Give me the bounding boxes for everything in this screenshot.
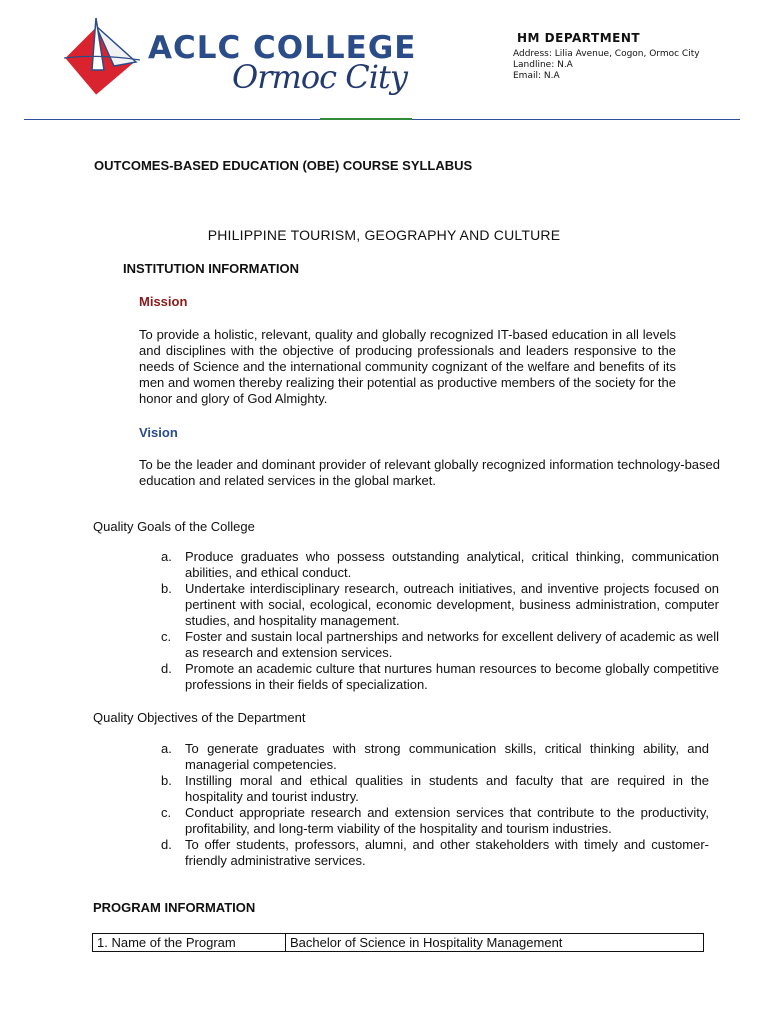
list-marker: c. (161, 805, 172, 820)
list-item-text: Undertake interdisciplinary research, outreach initiatives, and inventive projects focused on pertinent with social, ecological, economic development, business administration, computer studies, and hospitality management. (185, 581, 719, 628)
department-email: Email: N.A (513, 71, 560, 81)
vision-heading: Vision (139, 425, 178, 440)
aclc-logo-icon (56, 14, 152, 110)
list-item-text: Instilling moral and ethical qualities in students and faculty that are required in the hospitality and tourist industry. (185, 773, 709, 804)
list-marker: b. (161, 581, 172, 596)
quality-goals-label: Quality Goals of the College (93, 519, 255, 534)
quality-goals-list (161, 549, 719, 693)
list-item (161, 629, 719, 661)
header-divider-accent (320, 118, 412, 120)
list-marker: d. (161, 837, 172, 852)
list-marker: c. (161, 629, 172, 644)
department-address: Address: Lilia Avenue, Cogon, Ormoc City (513, 49, 700, 59)
list-item-text: Produce graduates who possess outstanding analytical, critical thinking, communication abilities, and ethical conduct. (185, 549, 719, 580)
program-information-heading: PROGRAM INFORMATION (93, 900, 256, 915)
list-item (161, 805, 709, 837)
table-cell-value: Bachelor of Science in Hospitality Management (286, 934, 704, 952)
vision-text: To be the leader and dominant provider of relevant globally recognized information technology-based education and related services in the global market. (139, 457, 720, 488)
institution-information-heading: INSTITUTION INFORMATION (123, 261, 299, 276)
list-item-text: Promote an academic culture that nurtures human resources to become globally competitive professions in their fields of specialization. (185, 661, 719, 692)
quality-objectives-label: Quality Objectives of the Department (93, 710, 306, 725)
list-item-text: Foster and sustain local partnerships and networks for excellent delivery of academic as well as research and extension services. (185, 629, 719, 660)
list-item (161, 549, 719, 581)
department-landline: Landline: N.A (513, 60, 573, 70)
department-title: HM DEPARTMENT (517, 31, 641, 45)
syllabus-title: OUTCOMES-BASED EDUCATION (OBE) COURSE SYLLABUS (94, 158, 473, 173)
list-item-text: To generate graduates with strong communication skills, critical thinking ability, and managerial competencies. (185, 741, 709, 772)
list-item-text: To offer students, professors, alumni, and other stakeholders with timely and customer-friendly administrative services. (185, 837, 709, 868)
table-cell-label: 1. Name of the Program (93, 934, 286, 952)
mission-text: To provide a holistic, relevant, quality and globally recognized IT-based education in all levels and disciplines with the objective of producing professionals and leaders responsive to the needs of Science and the international community cognizant of the welfare and benefits of its men and women thereby realizing their potential as productive members of the society for the honor and glory of God Almighty. (139, 327, 676, 406)
list-marker: a. (161, 549, 172, 564)
college-name: ACLC COLLEGE (148, 30, 417, 66)
quality-objectives-list (161, 741, 709, 869)
program-information-table (92, 933, 704, 952)
course-title: PHILIPPINE TOURISM, GEOGRAPHY AND CULTURE (207, 227, 561, 243)
college-script-name: Ormoc City (232, 58, 407, 96)
list-item (161, 837, 709, 869)
list-item (161, 661, 719, 693)
list-item (161, 773, 709, 805)
list-item-text: Conduct appropriate research and extension services that contribute to the productivity, profitability, and long-term viability of the hospitality and tourism industries. (185, 805, 709, 836)
list-marker: d. (161, 661, 172, 676)
list-marker: a. (161, 741, 172, 756)
list-marker: b. (161, 773, 172, 788)
list-item (161, 741, 709, 773)
list-item (161, 581, 719, 629)
table-row (93, 934, 704, 952)
mission-heading: Mission (139, 294, 188, 309)
